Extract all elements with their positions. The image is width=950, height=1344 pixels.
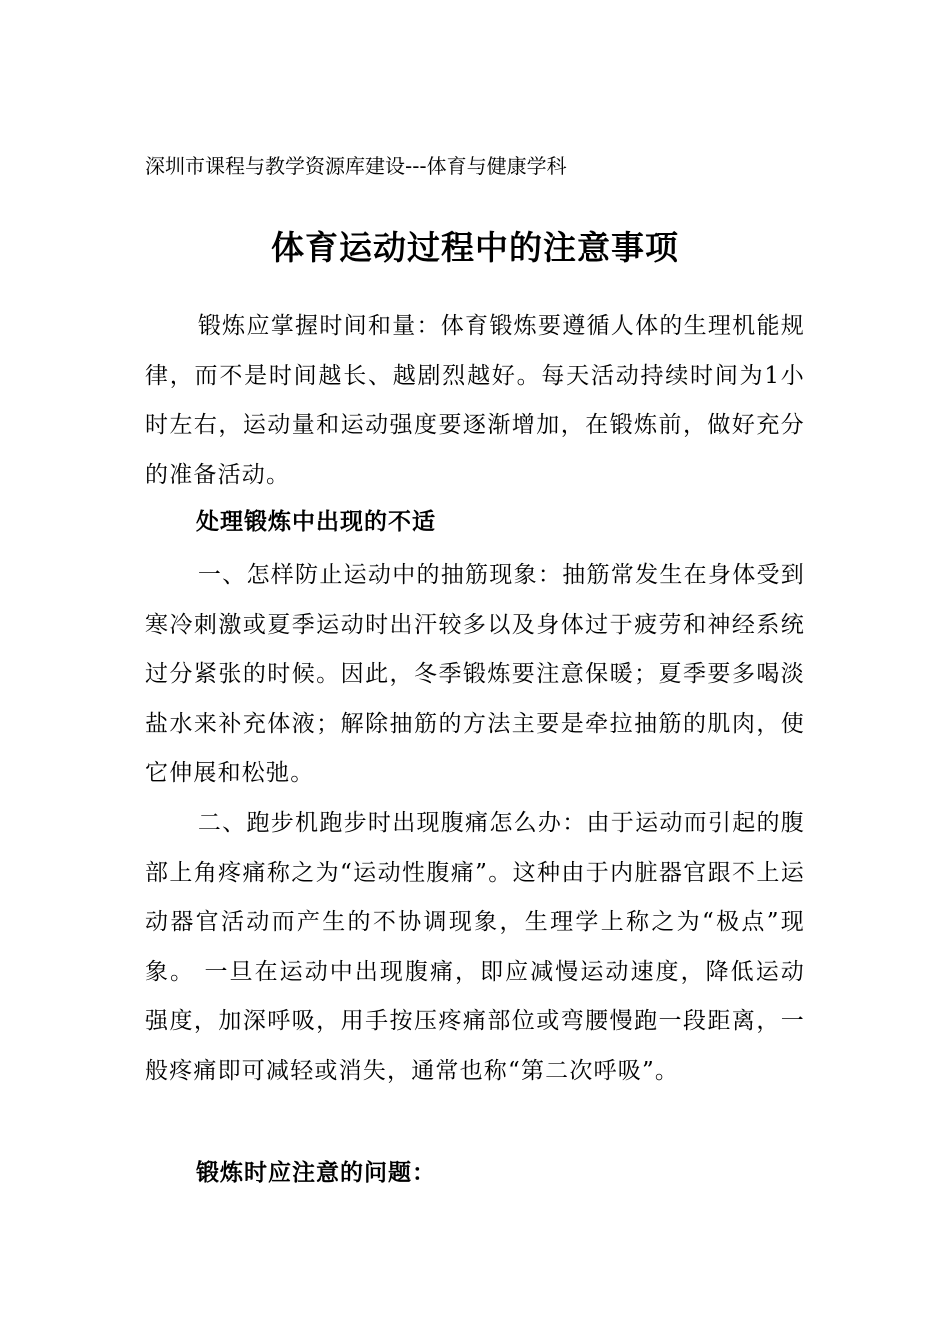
paragraph-abdominal-pain — [145, 799, 805, 1097]
document-title: 体育运动过程中的注意事项 — [271, 228, 679, 267]
paragraph-text: 锻炼应掌握时间和量：体育锻炼要遵循人体的生理机能规律，而不是时间越长、越剧烈越好。每天活动持续时间为1小时左右，运动量和运动强度要逐渐增加，在锻炼前，做好充分的准备活动。 — [145, 313, 805, 488]
paragraph-text: 一、怎样防止运动中的抽筋现象：抽筋常发生在身体受到寒冷刺激或夏季运动时出汗较多以及身体过于疲劳和神经系统过分紧张的时候。因此，冬季锻炼要注意保暖；夏季要多喝淡盐水来补充体液；解除抽筋的方法主要是牵拉抽筋的肌肉，使它伸展和松弛。 — [145, 562, 805, 787]
header-line: 深圳市课程与教学资源库建设---体育与健康学科 — [145, 154, 567, 178]
paragraph-text: 二、跑步机跑步时出现腹痛怎么办：由于运动而引起的腹部上角疼痛称之为“运动性腹痛”。这种由于内脏器官跟不上运动器官活动而产生的不协调现象，生理学上称之为“极点”现象。 一旦在运动中出现腹痛，即应减慢运动速度，降低运动强度，加深呼吸，用手按压疼痛部位或弯腰慢跑一段距离，一般疼痛即可减轻或消失，通常也称“第二次呼吸”。 — [145, 810, 805, 1084]
paragraph-training-time — [145, 302, 805, 500]
paragraph-cramp-prevention — [145, 551, 805, 799]
section-heading-discomfort: 处理锻炼中出现的不适 — [196, 508, 436, 535]
section-heading-precautions: 锻炼时应注意的问题： — [196, 1159, 436, 1186]
